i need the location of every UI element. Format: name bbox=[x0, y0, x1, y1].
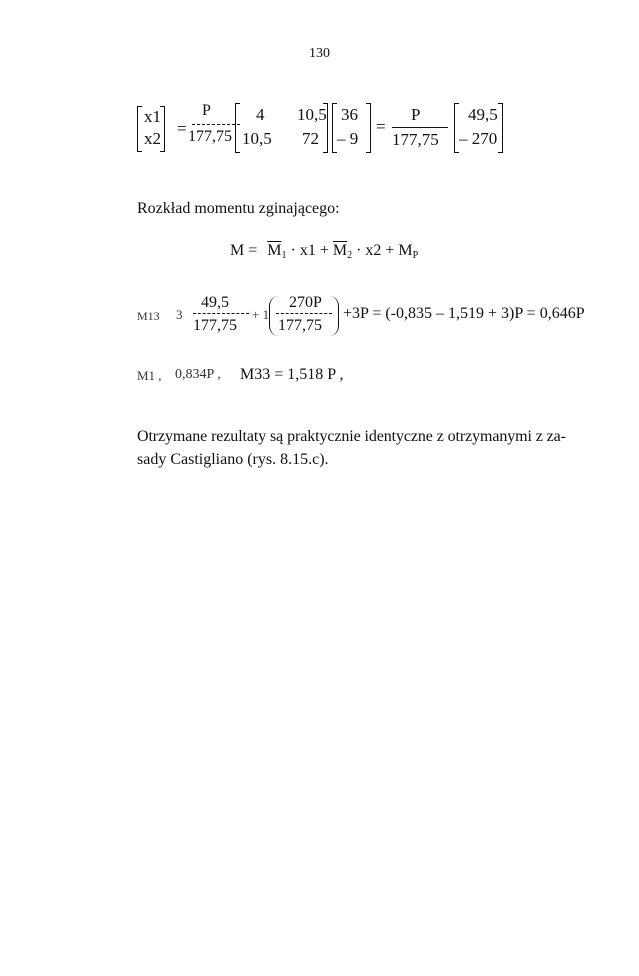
x1-cell: x1 bbox=[144, 107, 161, 126]
x2-cell: x2 bbox=[144, 129, 161, 148]
m1-label: M1 , bbox=[137, 368, 162, 383]
paren-right bbox=[328, 296, 339, 336]
m1-subscript: 1 bbox=[281, 250, 287, 261]
factor1-numerator: P bbox=[202, 102, 211, 119]
equals-sign: = bbox=[376, 117, 386, 136]
equals-sign: = bbox=[177, 119, 187, 138]
matrix-bracket-right bbox=[323, 103, 328, 153]
m1-symbol: $\overline{M}$ bbox=[267, 242, 282, 259]
result-cell: 49,5 bbox=[468, 105, 498, 124]
plus-term: + 1 bbox=[252, 307, 270, 322]
x2-term: · x2 + M bbox=[356, 242, 413, 259]
factor1-denominator: 177,75 bbox=[188, 128, 232, 145]
m1-value: 0,834P , bbox=[175, 367, 221, 382]
result-bracket-right bbox=[498, 103, 503, 153]
fraction-line bbox=[193, 313, 249, 314]
mp-subscript: P bbox=[412, 250, 419, 261]
bracket-left bbox=[137, 106, 142, 152]
vector-cell: 36 bbox=[341, 105, 358, 124]
factor2-numerator: P bbox=[411, 105, 421, 124]
formula-lhs: M = bbox=[230, 242, 258, 259]
paragraph-line-1: Otrzymane rezultaty są praktycznie identyczne z otrzymanymi z za- bbox=[137, 428, 566, 445]
m2-symbol: $\overline{M}$ bbox=[332, 242, 348, 259]
m13-label: M13 bbox=[137, 309, 160, 323]
fraction-line bbox=[192, 124, 240, 125]
x1-term: · x1 + bbox=[290, 242, 329, 259]
m2-subscript: 2 bbox=[347, 250, 353, 261]
matrix-cell: 4 bbox=[256, 105, 265, 124]
frac1-numerator: 49,5 bbox=[201, 294, 229, 311]
matrix-cell: 10,5 bbox=[242, 129, 272, 148]
m33-value: M33 = 1,518 P , bbox=[240, 366, 344, 383]
bracket-right bbox=[160, 106, 165, 152]
frac2-denominator: 177,75 bbox=[278, 317, 322, 334]
matrix-bracket-left bbox=[235, 103, 240, 153]
m13-result: +3P = (-0,835 – 1,519 + 3)P = 0,646P bbox=[343, 305, 585, 322]
page-number: 130 bbox=[309, 46, 330, 61]
matrix-cell: 72 bbox=[302, 129, 319, 148]
vector-cell: – 9 bbox=[337, 129, 359, 148]
matrix-cell: 10,5 bbox=[297, 105, 327, 124]
fraction-line bbox=[392, 127, 448, 128]
frac1-denominator: 177,75 bbox=[193, 317, 237, 334]
factor2-denominator: 177,75 bbox=[392, 130, 439, 149]
coefficient: 3 bbox=[176, 307, 183, 322]
frac2-numerator: 270P bbox=[289, 294, 322, 311]
moment-formula bbox=[230, 242, 418, 261]
fraction-line bbox=[276, 313, 332, 314]
section-heading: Rozkład momentu zginającego: bbox=[137, 200, 340, 217]
paragraph-line-2: sady Castigliano (rys. 8.15.c). bbox=[137, 451, 329, 468]
result-cell: – 270 bbox=[459, 129, 498, 148]
vector-bracket-right bbox=[366, 103, 371, 153]
